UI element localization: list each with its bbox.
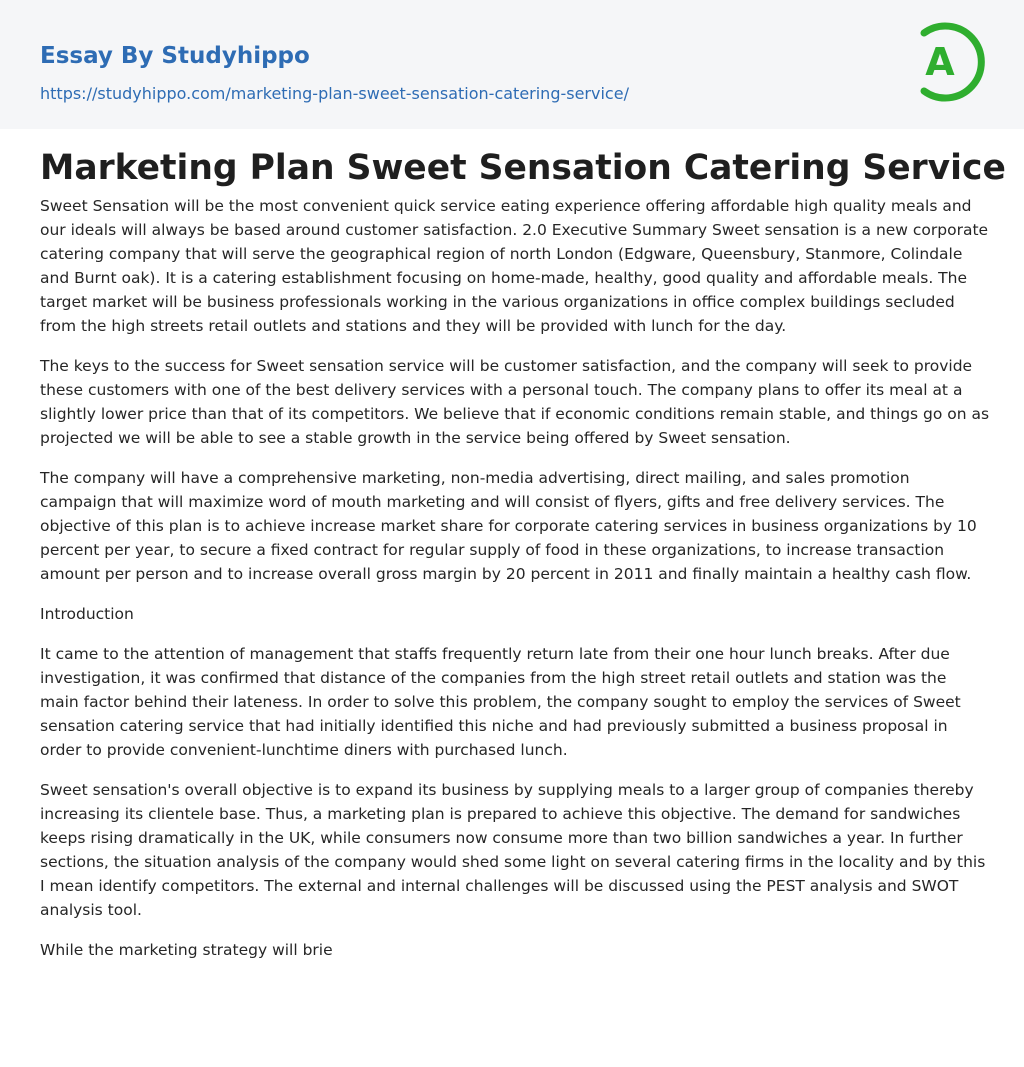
logo-letter: A <box>925 40 955 84</box>
article-body <box>40 194 990 978</box>
paragraph: The company will have a comprehensive marketing, non-media advertising, direct mailing, and sales promotion campaign that will maximize word of mouth marketing and will consist of flyers, gifts and free delivery services. The objective of this plan is to achieve increase market share for corporate catering services in business organizations by 10 percent per year, to secure a fixed contract for regular supply of food in these organizations, to increase transaction amount per person and to increase overall gross margin by 20 percent in 2011 and finally maintain a healthy cash flow. <box>40 469 977 583</box>
brand-title[interactable]: Essay By Studyhippo <box>40 43 310 69</box>
site-header <box>0 0 1024 129</box>
paragraph: It came to the attention of management that staffs frequently return late from their one hour lunch breaks. After due investigation, it was confirmed that distance of the companies from the high street retail outlets and station was the main factor behind their lateness. In order to solve this problem, the company sought to employ the services of Sweet sensation catering service that had initially identified this niche and had previously submitted a business proposal in order to provide convenient-lunchtime diners with purchased lunch. <box>40 645 961 759</box>
section-heading-introduction: Introduction <box>40 605 134 623</box>
paragraph: The keys to the success for Sweet sensation service will be customer satisfaction, and the company will seek to provide these customers with one of the best delivery services with a personal touch. The company plans to offer its meal at a slightly lower price than that of its competitors. We believe that if economic conditions remain stable, and things go on as projected we will be able to see a stable growth in the service being offered by Sweet sensation. <box>40 357 990 447</box>
paragraph: Sweet sensation's overall objective is to expand its business by supplying meals to a larger group of companies thereby increasing its clientele base. Thus, a marketing plan is prepared to achieve this objective. The demand for sandwiches keeps rising dramatically in the UK, while consumers now consume more than two billion sandwiches a year. In further sections, the situation analysis of the company would shed some light on several catering firms in the locality and by this I mean identify competitors. The external and internal challenges will be discussed using the PEST analysis and SWOT analysis tool. <box>40 781 986 919</box>
paragraph-truncated: While the marketing strategy will brie <box>40 941 333 959</box>
page-title: Marketing Plan Sweet Sensation Catering Service <box>40 148 1006 188</box>
studyhippo-logo-icon[interactable] <box>912 19 986 105</box>
source-url-link[interactable]: https://studyhippo.com/marketing-plan-sweet-sensation-catering-service/ <box>40 84 629 103</box>
paragraph: Sweet Sensation will be the most convenient quick service eating experience offering affordable high quality meals and our ideals will always be based around customer satisfaction. 2.0 Executive Summary Sweet sensation is a new corporate catering company that will serve the geographical region of north London (Edgware, Queensbury, Stanmore, Colindale and Burnt oak). It is a catering establishment focusing on home-made, healthy, good quality and affordable meals. The target market will be business professionals working in the various organizations in office complex buildings secluded from the high streets retail outlets and stations and they will be provided with lunch for the day. <box>40 197 989 335</box>
